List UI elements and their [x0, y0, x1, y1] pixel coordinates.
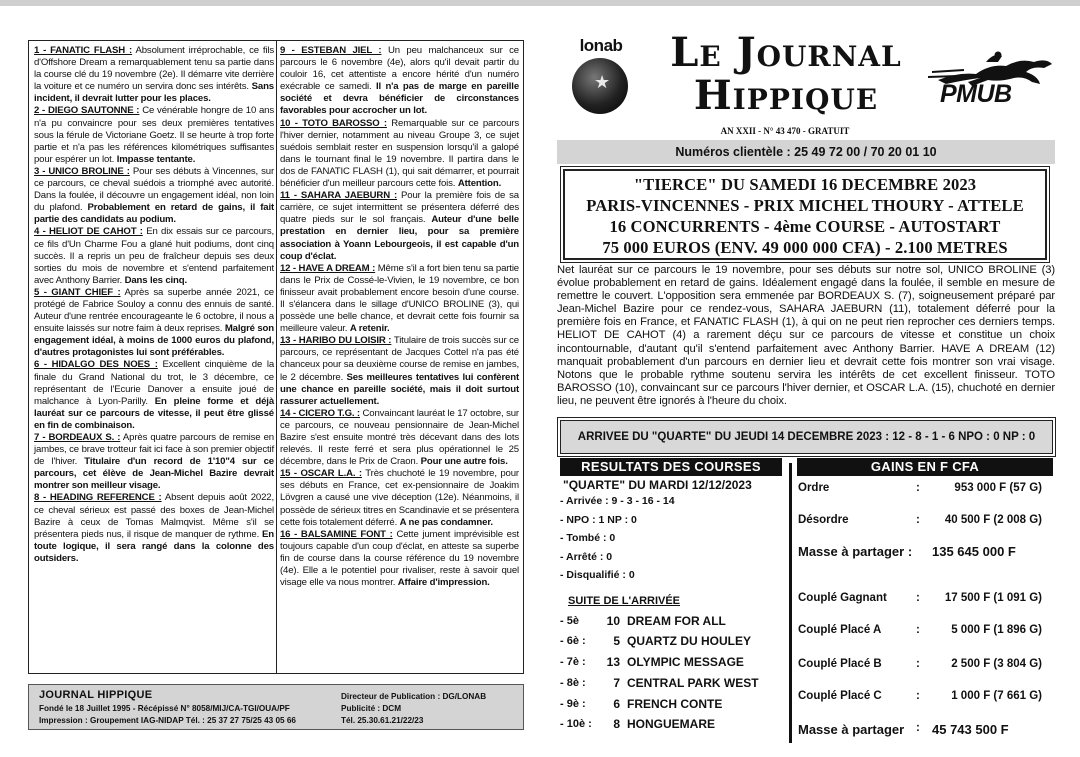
gain-label: Couplé Placé C — [798, 690, 882, 702]
horse-entry-text: Cette jument imprévisible est toujours capable d'un coup d'éclat, en atteste sa superbe fin de course dans la course référence du 19 novembre (4e). Elle a le potentiel pour rivaliser, reste à savoir quel visage elle va nous montrer. — [280, 528, 519, 589]
horse-entry-text: Titulaire de trois succès sur ce parcours, ce représentant de Jacques Cottel n'a pas été chanceux pour sa deuxième course de remise en jambes, le 2 décembre. — [280, 335, 519, 383]
horse-entry-text: Pour ses débuts à Vincennes, sur ce parcours, ce cheval suédois a triomphé avec autorité. Dans la foulée, il découvre un engagement idéal, non loin du plafond. — [34, 165, 275, 214]
suite-arrivee-row — [560, 652, 785, 673]
horse-entry-text: Convaincant lauréat le 17 octobre, sur ce parcours, ce nouveau pensionnaire de Jean-Michel Bazire s'est ensuite montré très décevant dans des lots relevés. Il reste ferré et sera plus opérationnel le 25 décembre, dans le Prix de Craon. — [280, 407, 519, 468]
customer-numbers-bar: Numéros clientèle : 25 49 72 00 / 70 20 01 10 — [557, 140, 1055, 164]
horse-entry-verdict: En toute logique, il sera rangé dans la colonne des outsiders. — [34, 528, 274, 564]
footer-founded: Fondé le 18 Juillet 1995 - Récépissé N° 8058/MIJ/CA-TGI/OUA/PF — [39, 704, 290, 713]
horse-entry — [34, 45, 274, 105]
suite-horse-number: 6 — [613, 696, 620, 711]
suite-horse-name: QUARTZ DU HOULEY — [627, 634, 751, 649]
horse-entry-heading: 6 - HIDALGO DES NOES : — [34, 359, 158, 371]
horse-entry-heading: 9 - ESTEBAN JIEL : — [280, 45, 382, 56]
horse-entry — [280, 45, 519, 118]
suite-horse-number: 5 — [613, 634, 620, 649]
horse-entry-text: En dix essais sur ce parcours, ce fils d'Un Charme Fou a glané huit podiums, dont cinq succès. Il a repris un peu de fraîcheur depuis ses deux sorties du mois de novembre et s'entend parfaitement avec Anthony Barrier. — [34, 226, 274, 286]
masthead-line-2: Hippique — [693, 72, 879, 119]
column-divider — [276, 41, 277, 673]
horse-entry — [280, 190, 519, 263]
horse-entry-verdict: A retenir. — [349, 323, 390, 335]
gain-value: 953 000 F (57 G) — [954, 482, 1042, 494]
gain-value: 135 645 000 F — [932, 544, 1016, 559]
horse-entry-text: Excellent cinquième de la finale du Grand National du trot, le 3 décembre, ce représentant de l'Ecurie Danover a ensuite joué de malchance à Lyon-Parilly. — [34, 359, 275, 407]
results-line: - Arrêté : 0 — [560, 550, 613, 563]
horse-entry-heading: 13 - HARIBO DU LOISIR : — [280, 335, 392, 347]
top-bar — [0, 0, 1080, 6]
horse-entry-verdict: Impasse tentante. — [116, 153, 196, 165]
suite-horse-number: 10 — [606, 613, 620, 628]
results-line: - Arrivée : 9 - 3 - 16 - 14 — [560, 495, 675, 507]
race-intro-paragraph: Net lauréat sur ce parcours le 19 novembre, pour ses débuts sur notre sol, UNICO BROLINE (3) évolue probablement en retard de gains. Idéalement engagé dans la foulée, il semble en mesure de remettre le couvert. L'opposition sera emmenée par BORDEAUX S. (7), soigneusement préparé par Jean-Michel Bazire pour ce rendez-vous, SAHARA JAEBURN (11), totalement déferré pour la première fois en France, et FANATIC FLASH (1), à qui on ne peut rien reprocher ces derniers temps. HELIOT DE CAHOT (4) a rarement déçu sur ce parcours de vitesse et constitue un choix incontournable, d'autant qu'il s'entend parfaitement avec Anthony Barrier. HAVE A DREAM (12) manquait probablement d'un parcours en dernier lieu et devrait cette fois montrer son vrai visage. Notons que le probable rythme soutenu servira les intérêts de cet excellent finisseur. TOTO BAROSSO (10), convaincant sur ce parcours l'hiver dernier, et OSCAR L.A. (15), chuchoté en dernier lieu, ne peuvent être ignorés à l'heure du choix. — [557, 264, 1055, 407]
horse-entry-heading: 4 - HELIOT DE CAHOT : — [34, 226, 143, 238]
gain-value: 5 000 F (1 896 G) — [951, 624, 1042, 636]
horse-entry-verdict: Auteur d'une belle prestation en dernier lieu, pour sa première association à Yoann Lebourgeois, il est capable d'un coup d'éclat. — [280, 214, 519, 262]
horse-entry — [34, 166, 274, 226]
results-panel — [560, 478, 785, 735]
footer-title: JOURNAL HIPPIQUE — [39, 689, 153, 701]
results-lines — [560, 492, 785, 585]
suite-rank: - 10è : — [560, 718, 592, 731]
horse-entry-verdict: Pour une autre fois. — [420, 456, 508, 468]
suite-rank: - 7è : — [560, 656, 586, 669]
horse-entry-heading: 3 - UNICO BROLINE : — [34, 165, 130, 177]
gain-value: 17 500 F (1 091 G) — [944, 592, 1042, 604]
horse-entry — [280, 408, 519, 468]
horse-entry — [34, 432, 274, 492]
suite-horse-name: OLYMPIC MESSAGE — [627, 655, 744, 670]
suite-horse-number: 13 — [606, 655, 620, 670]
tierce-line-4: 75 000 EUROS (ENV. 49 000 000 CFA) - 2.100 METRES — [602, 238, 1008, 257]
arrivee-quarte-box: ARRIVEE DU "QUARTE" DU JEUDI 14 DECEMBRE 2023 : 12 - 8 - 1 - 6 NPO : 0 NP : 0 — [560, 420, 1053, 454]
pmub-logo-text: PMUB — [940, 80, 1012, 108]
issue-line: AN XXII - N° 43 470 - GRATUIT — [720, 126, 850, 136]
gain-colon: : — [916, 482, 920, 494]
footer-director: Directeur de Publication : DG/LONAB — [341, 692, 487, 701]
suite-arrivee-row — [560, 673, 785, 694]
horse-entry-heading: 10 - TOTO BAROSSO : — [280, 117, 387, 129]
horse-entry-heading: 1 - FANATIC FLASH : — [34, 45, 133, 56]
horse-entry-heading: 5 - GIANT CHIEF : — [34, 286, 121, 298]
horse-entry-verdict: A ne pas condamner. — [399, 516, 493, 528]
horse-entry — [280, 263, 519, 336]
results-divider — [789, 463, 792, 743]
footer-impression: Impression : Groupement IAG-NIDAP Tél. : 25 37 27 75/25 43 05 66 — [39, 716, 296, 725]
horse-entry-heading: 15 - OSCAR L.A. : — [280, 468, 362, 480]
commentary-column-b — [280, 45, 519, 589]
tierce-race-box — [563, 169, 1047, 260]
horse-entry-text: Un peu malchanceux sur ce parcours le 6 novembre (4e), alors qu'il devait partir du couloir 16, cet attentiste a encore hérité d'un numéro exécrable ce samedi. — [280, 45, 519, 93]
suite-arrivee-row — [560, 631, 785, 652]
horse-entry-heading: 2 - DIEGO SAUTONNE : — [34, 105, 140, 117]
gain-colon: : — [916, 722, 920, 734]
gain-colon: : — [916, 592, 920, 604]
lonab-logo-text: lonab — [579, 36, 623, 55]
horse-entry-heading: 14 - CICERO T.G. : — [280, 407, 360, 419]
suite-horse-name: FRENCH CONTE — [627, 696, 723, 711]
gain-colon: : — [916, 624, 920, 636]
tierce-line-1: "TIERCE" DU SAMEDI 16 DECEMBRE 2023 — [633, 175, 977, 194]
horse-entry-heading: 12 - HAVE A DREAM : — [280, 262, 376, 274]
gain-colon: : — [916, 658, 920, 670]
gain-value: 2 500 F (3 804 G) — [951, 658, 1042, 670]
masthead-line-1: Le Journal — [670, 29, 902, 76]
quarte-title: "QUARTE" DU MARDI 12/12/2023 — [563, 478, 752, 492]
gain-colon: : — [916, 690, 920, 702]
commentary-column-a — [34, 45, 274, 565]
horse-entry-text: Très chuchoté le 19 novembre, pour ses débuts en France, cet ex-pensionnaire de Joakim Lövgren a causé une vive déception (12e). Néanmoins, il possède de sérieux titres en Scandinavie et se présentera cette fois totalement déferré. — [280, 468, 519, 528]
horse-entry — [280, 529, 519, 589]
tierce-line-2: PARIS-VINCENNES - PRIX MICHEL THOURY - ATTELE — [586, 196, 1024, 215]
horse-entry-verdict: Malgré son engagement idéal, à moins de 1000 euros du plafond, d'autres protagonistes lui sont préférables. — [34, 323, 274, 359]
results-line: - NPO : 1 NP : 0 — [560, 513, 637, 526]
gain-colon: : — [916, 514, 920, 526]
suite-rank: - 9è : — [560, 697, 586, 710]
horse-entry-text: Absolument irréprochable, ce fils d'Offshore Dream a remarquablement tenu sa partie dans la course clé du 19 novembre (2e). Il démarre vite derrière la voiture et ce numéro un servira donc ses intérêts. — [34, 45, 274, 93]
gain-label: Désordre — [798, 514, 849, 526]
horse-entry-verdict: Titulaire d'un record de 1'10"4 sur ce parcours, cet élève de Jean-Michel Bazire devrait montrer son meilleur visage. — [34, 456, 274, 492]
horse-entry-heading: 7 - BORDEAUX S. : — [34, 432, 121, 443]
gain-label: Couplé Gagnant — [798, 592, 887, 604]
gain-value: 45 743 500 F — [932, 722, 1009, 737]
horse-entry — [34, 287, 274, 360]
horse-entry-verdict: En pleine forme et déjà lauréat sur ce parcours de vitesse, il peut être glissé en fin de combinaison. — [34, 395, 274, 431]
suite-horse-name: CENTRAL PARK WEST — [627, 675, 759, 690]
suite-horse-number: 7 — [613, 675, 620, 690]
footer-phone: Tél. 25.30.61.21/22/23 — [341, 716, 424, 725]
horse-entry — [280, 468, 519, 528]
gains-band: GAINS EN F CFA — [797, 458, 1053, 476]
horse-entry-heading: 16 - BALSAMINE FONT : — [280, 528, 393, 540]
suite-arrivee-list — [560, 611, 785, 736]
horse-entry — [34, 226, 274, 286]
suite-horse-name: DREAM FOR ALL — [627, 613, 726, 628]
horse-entry-text: Ce vénérable hongre de 10 ans n'a pu convaincre pour ses deux premières tentatives sous la férule de Victoriane Goetz. Il se heurte à trop forte partie et n'a pas les références kilométriques suffisantes pour espérer un lot. — [34, 105, 275, 165]
gain-value: 1 000 F (7 661 G) — [951, 690, 1042, 702]
horse-entry-text: Remarquable sur ce parcours l'hiver dernier, notamment au niveau Groupe 3, ce sujet suédois semblait rester en suspension lorsqu'il a galopé dans le tournant final le 19 novembre. Il partira dans le dos de FANATIC FLASH (1), qui sait démarrer, et pourrait bénéficier d'un meilleur parcours cette fois. — [280, 117, 519, 190]
suite-arrivee-title: SUITE DE L'ARRIVÉE — [568, 594, 681, 607]
lonab-logo — [566, 36, 636, 118]
gain-label: Masse à partager : — [798, 544, 913, 559]
horse-entry-text: Après quatre parcours de remise en jambes, ce brave trotteur fait ici face à son premier objectif de l'hiver. — [34, 432, 274, 468]
horse-entry-verdict: Dans les cinq. — [124, 274, 187, 286]
results-line: - Tombé : 0 — [560, 532, 616, 544]
tierce-line-3: 16 CONCURRENTS - 4ème COURSE - AUTOSTART — [609, 217, 1001, 236]
suite-horse-name: HONGUEMARE — [627, 717, 716, 732]
horse-entry — [34, 105, 274, 165]
horse-entry-verdict: Probablement en retard de gains, il fait partie des candidats au podium. — [34, 202, 275, 226]
globe-icon — [572, 58, 628, 114]
horse-entry — [280, 335, 519, 408]
horse-entry-verdict: Sans incident, il devrait lutter pour les places. — [34, 81, 274, 105]
horse-entry-verdict: Attention. — [457, 178, 502, 190]
horse-entry-heading: 8 - HEADING REFERENCE : — [34, 492, 162, 504]
gain-label: Masse à partager — [798, 722, 905, 737]
gain-label: Ordre — [798, 482, 830, 494]
horse-entry — [34, 492, 274, 565]
horse-entry — [280, 118, 519, 191]
horse-entry-verdict: Ses meilleures tentatives lui confèrent une chance en pareille société, mais il doit surtout rassurer actuellement. — [280, 371, 519, 407]
suite-rank: - 5è — [560, 614, 579, 627]
suite-rank: - 8è : — [560, 676, 586, 689]
horse-entry-heading: 11 - SAHARA JAEBURN : — [280, 190, 398, 202]
horse-entry-text: Même s'il a fort bien tenu sa partie dans le Prix de Cossé-le-Vivien, le 19 novembre, ce bon finisseur avait probablement encore besoin d'une course. Il s'élancera dans le sillage d'UNICO BROLINE (3), qui possède une belle chance, et devrait cette fois fournir sa meilleure valeur. — [280, 262, 519, 335]
masthead — [646, 29, 926, 119]
suite-arrivee-row — [560, 611, 785, 632]
horse-commentary-panel — [28, 40, 524, 674]
horse-entry-text: Pour la première fois de sa carrière, ce sujet intermittent se présentera déferré des quatre pieds sur le sol français. — [280, 190, 519, 226]
horse-entry-verdict: Il n'a pas de marge en pareille société et devra bénéficier de circonstances favorables pour accrocher un lot. — [280, 81, 520, 117]
gain-value: 40 500 F (2 008 G) — [944, 514, 1042, 526]
results-line: - Disqualifié : 0 — [560, 569, 635, 581]
suite-arrivee-row — [560, 694, 785, 715]
pmub-logo — [928, 50, 1058, 110]
gain-label: Couplé Placé A — [798, 624, 882, 636]
horse-entry — [34, 359, 274, 432]
horse-entry-text: Absent depuis août 2022, ce cheval sérieux est passé des boxes de Jean-Michel Bazire à ceux de Tomas Malmqvist. Même s'il se présentera pieds nus, il risque de manquer de rythme. — [34, 492, 274, 540]
horse-entry-text: Après sa superbe année 2021, ce protégé de Fabrice Souloy a connu des ennuis de santé. Auteur d'une rentrée encourageante le 6 octobre, il nous a ensuite laissés sur notre faim à deux reprises. — [34, 286, 274, 335]
horse-entry-verdict: Affaire d'impression. — [397, 577, 490, 589]
suite-horse-number: 8 — [613, 717, 620, 732]
footer-publicite: Publicité : DCM — [341, 704, 402, 713]
star-icon: ★ — [594, 72, 611, 92]
suite-rank: - 6è : — [560, 635, 586, 648]
suite-arrivee-row — [560, 714, 785, 735]
gain-label: Couplé Placé B — [798, 658, 882, 670]
results-band: RESULTATS DES COURSES — [560, 458, 782, 476]
journal-footer — [28, 684, 524, 730]
